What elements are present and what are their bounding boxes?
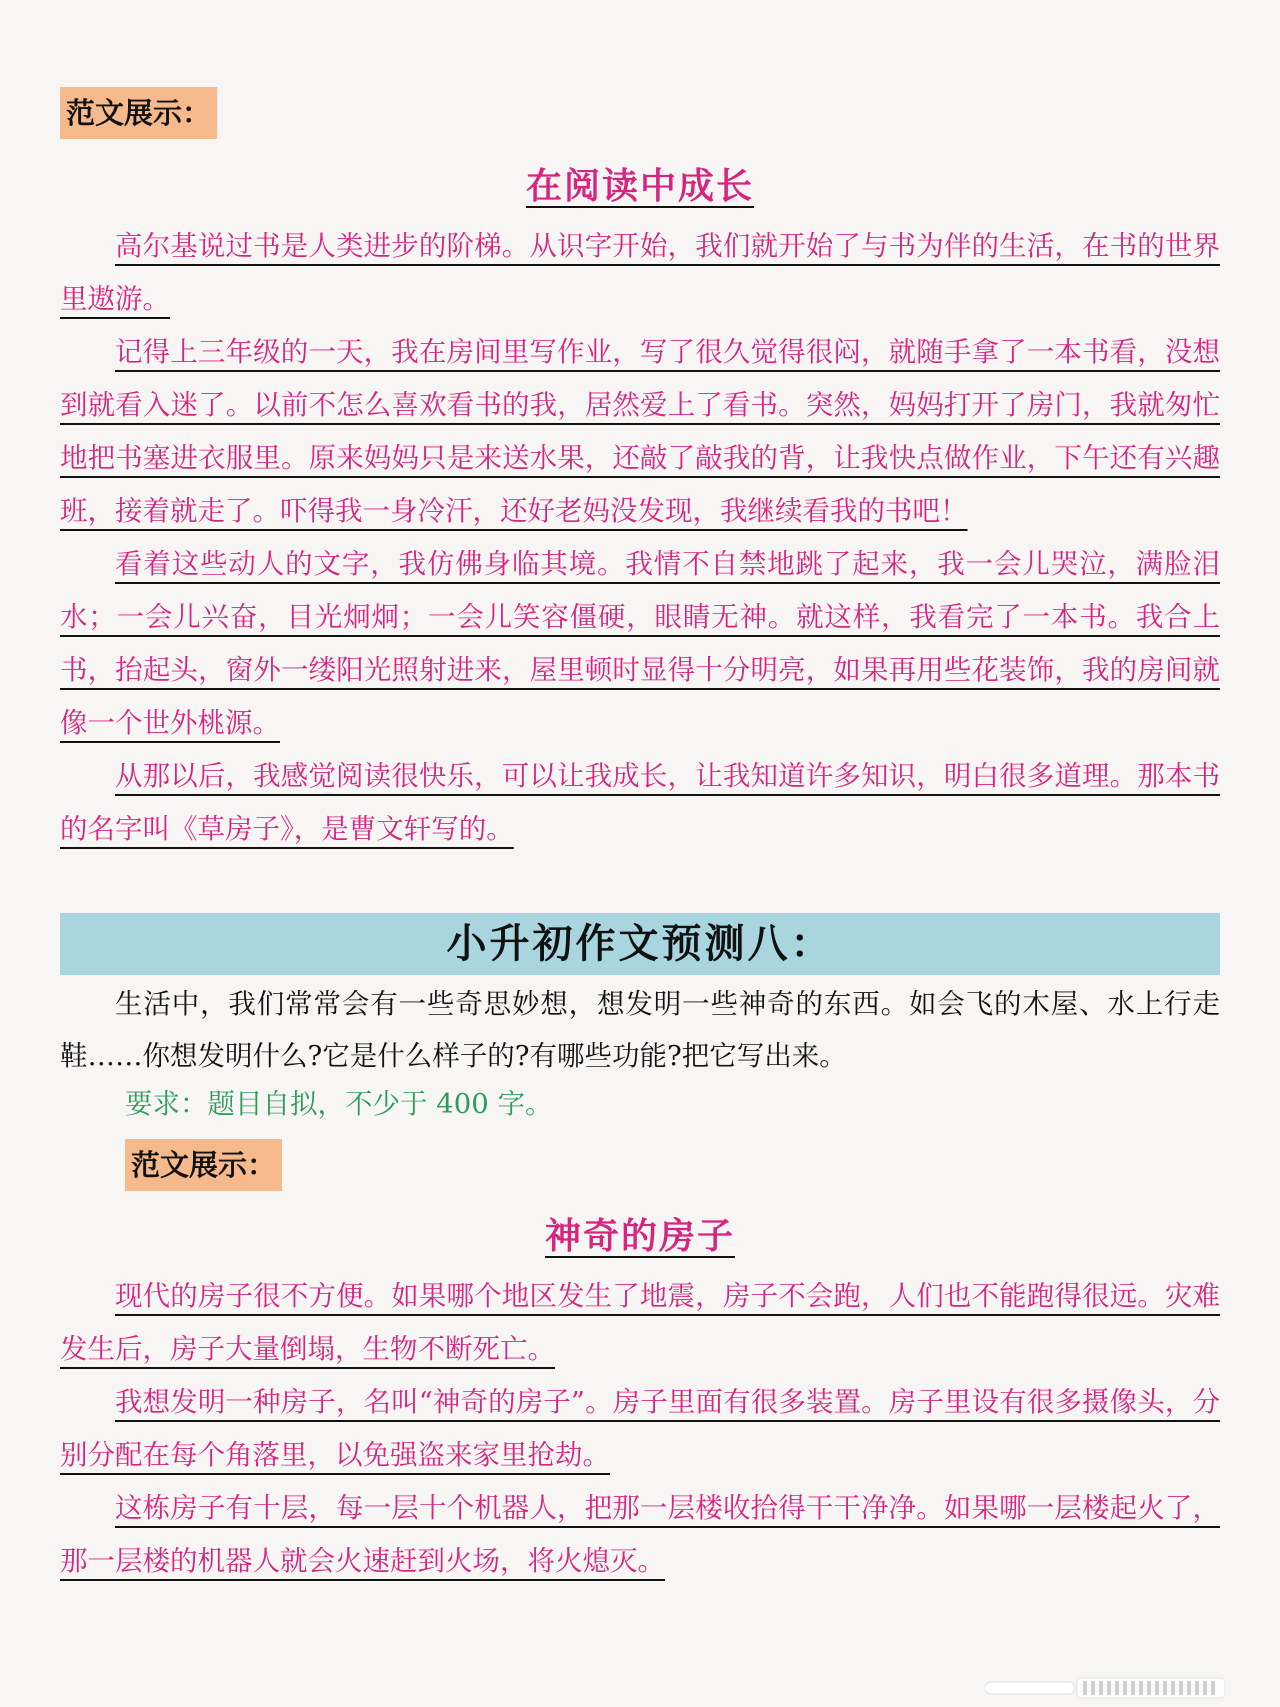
essay-paragraph: 高尔基说过书是人类进步的阶梯。从识字开始，我们就开始了与书为伴的生活，在书的世界里遨游。 (60, 230, 1220, 315)
essay-paragraph: 看着这些动人的文字，我仿佛身临其境。我情不自禁地跳了起来，我一会儿哭泣，满脸泪水；一会儿兴奋，目光炯炯；一会儿笑容僵硬，眼睛无神。就这样，我看完了一本书。我合上书，抬起头，窗外一缕阳光照射进来，屋里顿时显得十分明亮，如果再用些花装饰，我的房间就像一个世外桃源。 (60, 548, 1220, 739)
prompt-text: 生活中，我们常常会有一些奇思妙想，想发明一些神奇的东西。如会飞的木屋、水上行走鞋……你想发明什么?它是什么样子的?有哪些功能?把它写出来。 (60, 988, 1220, 1072)
prediction-heading-banner: 小升初作文预测八： (60, 913, 1220, 975)
sample-essay-label: 范文展示： (60, 87, 217, 139)
essay-paragraph: 这栋房子有十层，每一层十个机器人，把那一层楼收拾得干干净净。如果哪一层楼起火了，那一层楼的机器人就会火速赶到火场，将火熄灭。 (60, 1492, 1220, 1577)
essay-paragraph: 从那以后，我感觉阅读很快乐，可以让我成长，让我知道许多知识，明白很多道理。那本书的名字叫《草房子》，是曹文轩写的。 (60, 760, 1220, 845)
requirement-text: 要求：题目自拟，不少于 400 字。 (125, 1088, 553, 1120)
essay-paragraph: 现代的房子很不方便。如果哪个地区发生了地震，房子不会跑，人们也不能跑得很远。灾难发生后，房子大量倒塌，生物不断死亡。 (60, 1280, 1220, 1365)
essay-title-house: 神奇的房子 (544, 1215, 735, 1257)
essay-prompt (60, 978, 1220, 1082)
essay-body-reading (60, 220, 1220, 856)
essay-paragraph: 我想发明一种房子，名叫“神奇的房子”。房子里面有很多装置。房子里设有很多摄像头，分别分配在每个角落里，以免强盗来家里抢劫。 (60, 1386, 1220, 1471)
sample-essay-label: 范文展示： (125, 1139, 282, 1191)
watermark-icon (985, 1676, 1225, 1700)
essay-title-reading: 在阅读中成长 (525, 165, 754, 207)
essay-body-house (60, 1270, 1220, 1588)
essay-paragraph: 记得上三年级的一天，我在房间里写作业，写了很久觉得很闷，就随手拿了一本书看，没想到就看入迷了。以前不怎么喜欢看书的我，居然爱上了看书。突然，妈妈打开了房门，我就匆忙地把书塞进衣服里。原来妈妈只是来送水果，还敲了敲我的背，让我快点做作业，下午还有兴趣班，接着就走了。吓得我一身冷汗，还好老妈没发现，我继续看我的书吧！ (60, 336, 1220, 527)
